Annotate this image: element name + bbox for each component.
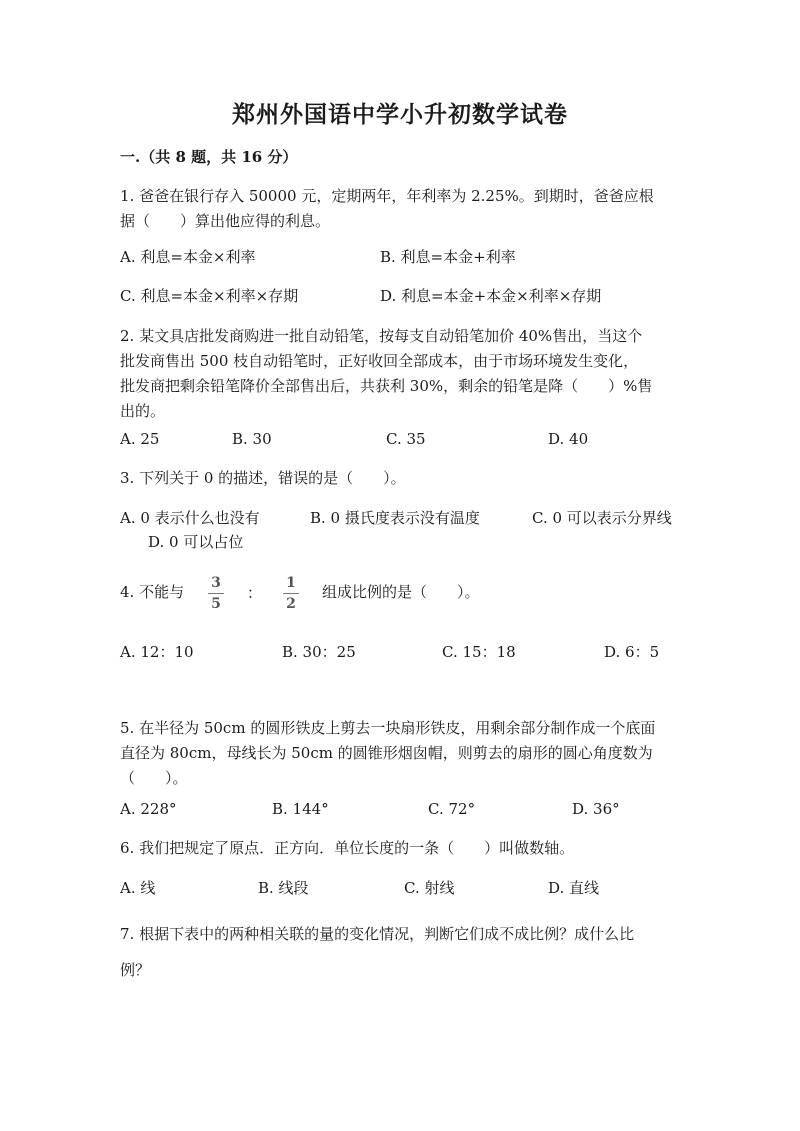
question-6-line-1: 6. 我们把规定了原点．正方向．单位长度的一条（ ）叫做数轴。 (120, 839, 575, 857)
fraction-1-numerator: 3 (211, 575, 221, 591)
question-1 (120, 184, 680, 234)
question-7-line-2: 例？ (120, 961, 151, 979)
question-5-option-a: A. 228° (120, 800, 177, 818)
fraction-2-denominator: 2 (286, 596, 296, 612)
question-2-line-1: 2. 某文具店批发商购进一批自动铅笔，按每支自动铅笔加价 40%售出，当这个 (120, 327, 643, 345)
question-1-option-a: A. 利息=本金×利率 (120, 248, 256, 266)
page-title: 郑州外国语中学小升初数学试卷 (232, 101, 568, 128)
question-2-option-b: B. 30 (232, 430, 272, 448)
question-6-option-c: C. 射线 (404, 879, 455, 897)
question-3-option-d: D. 0 可以占位 (148, 533, 244, 551)
question-3-option-a: A. 0 表示什么也没有 (120, 509, 260, 527)
question-4-option-a: A. 12：10 (120, 643, 194, 661)
question-3-option-b: B. 0 摄氏度表示没有温度 (310, 509, 480, 527)
question-3-option-c: C. 0 可以表示分界线 (532, 509, 672, 527)
fraction-one-half (281, 574, 301, 613)
question-1-line-1: 1. 爸爸在银行存入 50000 元，定期两年，年利率为 2.25%。到期时，爸爸应根 (120, 187, 654, 205)
question-1-option-c: C. 利息=本金×利率×存期 (120, 287, 299, 305)
ratio-colon: ： (247, 584, 263, 602)
question-6-option-a: A. 线 (120, 879, 156, 897)
question-5-option-b: B. 144° (272, 800, 329, 818)
fraction-1-bar (208, 593, 224, 594)
question-6-option-b: B. 线段 (258, 879, 309, 897)
question-2-line-3: 批发商把剩余铅笔降价全部售出后，共获利 30%，剩余的铅笔是降（ ）%售 (120, 377, 653, 395)
question-4-prefix: 4. 不能与 (120, 583, 185, 601)
fraction-three-fifths (206, 574, 226, 613)
question-2-line-2: 批发商售出 500 枝自动铅笔时，正好收回全部成本，由于市场环境发生变化， (120, 352, 639, 370)
question-4-option-b: B. 30：25 (282, 643, 356, 661)
question-5-line-2: 直径为 80cm，母线长为 50cm 的圆锥形烟囱帽，则剪去的扇形的圆心角度数为 (120, 744, 653, 762)
question-1-line-2: 据（ ）算出他应得的利息。 (120, 212, 331, 230)
question-2 (120, 324, 680, 424)
question-6-option-d: D. 直线 (548, 879, 600, 897)
section-heading: 一.（共 8 题，共 16 分） (120, 148, 298, 166)
fraction-2-numerator: 1 (286, 575, 296, 591)
question-6 (120, 836, 680, 861)
question-2-option-c: C. 35 (386, 430, 426, 448)
question-5-line-3: （ ）。 (120, 769, 188, 787)
fraction-1-denominator: 5 (211, 596, 221, 612)
question-3-line-1: 3. 下列关于 0 的描述，错误的是（ ）。 (120, 469, 406, 487)
question-5 (120, 716, 680, 791)
question-2-option-d: D. 40 (548, 430, 589, 448)
question-2-line-4: 出的。 (120, 402, 166, 420)
question-4-suffix: 组成比例的是（ ）。 (322, 583, 480, 601)
question-1-option-b: B. 利息=本金+利率 (380, 248, 516, 266)
question-5-option-d: D. 36° (572, 800, 620, 818)
question-7-line-1: 7. 根据下表中的两种相关联的量的变化情况，判断它们成不成比例？成什么比 (120, 925, 635, 943)
question-7 (120, 916, 680, 988)
question-5-option-c: C. 72° (428, 800, 476, 818)
fraction-2-bar (283, 593, 299, 594)
question-1-option-d: D. 利息=本金+本金×利率×存期 (380, 287, 602, 305)
question-5-line-1: 5. 在半径为 50cm 的圆形铁皮上剪去一块扇形铁皮，用剩余部分制作成一个底面 (120, 719, 656, 737)
question-3 (120, 466, 680, 491)
question-2-option-a: A. 25 (120, 430, 160, 448)
question-4-option-c: C. 15：18 (442, 643, 516, 661)
question-4-option-d: D. 6：5 (604, 643, 660, 661)
